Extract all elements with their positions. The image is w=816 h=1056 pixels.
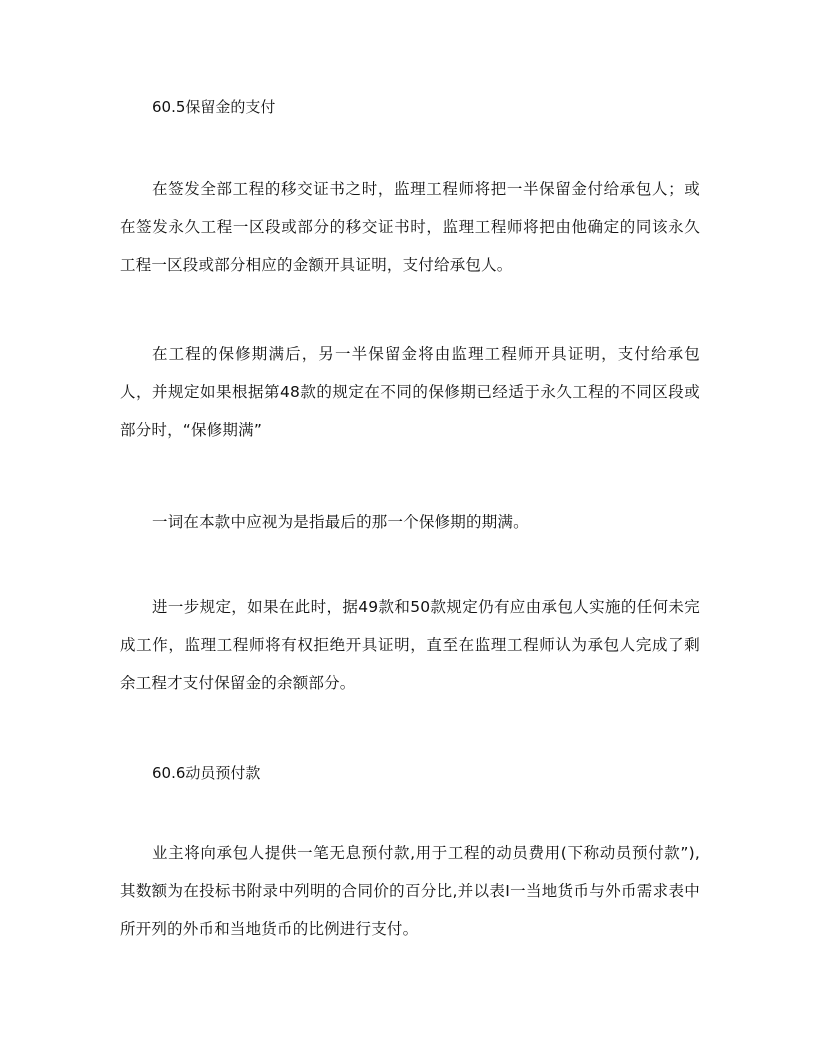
section-60-5-heading: 60.5保留金的支付 <box>152 98 276 116</box>
paragraph-advance-payment: 业主将向承包人提供一笔无息预付款,用于工程的动员费用(下称动员预付款”),其数额为在投标书附录中列明的合同价的百分比,并以表I一当地货币与外币需求表中所开列的外币和当地货币的比例进行支付。 <box>120 844 700 938</box>
paragraph-retention-first-half: 在签发全部工程的移交证书之时，监理工程师将把一半保留金付给承包人；或在签发永久工程一区段或部分的移交证书时，监理工程师将把由他确定的同该永久工程一区段或部分相应的金额开具证明，支付给承包人。 <box>120 180 700 274</box>
paragraph-further-provision: 进一步规定，如果在此时，据49款和50款规定仍有应由承包人实施的任何未完成工作，监理工程师将有权拒绝开具证明，直至在监理工程师认为承包人完成了剩余工程才支付保留金的余额部分。 <box>120 598 700 692</box>
section-60-6-heading: 60.6动员预付款 <box>152 764 261 782</box>
paragraph-retention-second-half: 在工程的保修期满后，另一半保留金将由监理工程师开具证明，支付给承包人，并规定如果根据第48款的规定在不同的保修期已经适于永久工程的不同区段或部分时，“保修期满” <box>120 345 700 439</box>
paragraph-defects-period-definition: 一词在本款中应视为是指最后的那一个保修期的期满。 <box>152 513 529 531</box>
